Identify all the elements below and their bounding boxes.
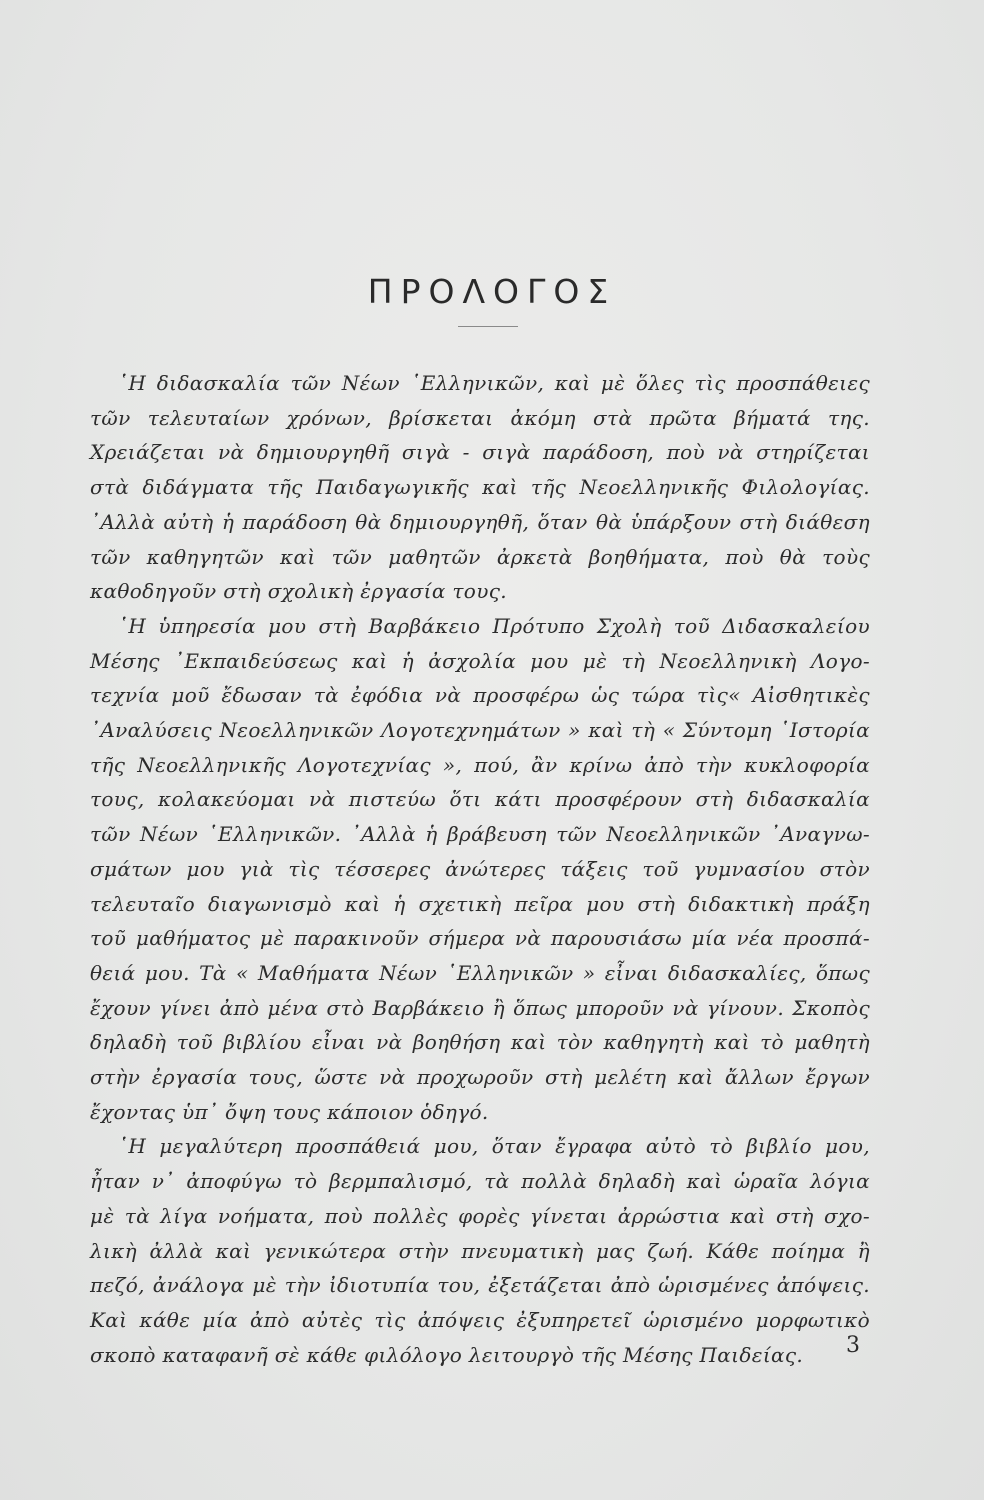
text-line: θειά μου. Τὰ « Μαθήματα Νέων ῾Ελληνικῶν » εἶναι διδασκαλίες, ὅπως <box>90 960 870 985</box>
text-line: τῶν Νέων ῾Ελληνικῶν. ᾿Αλλὰ ἡ βράβευση τῶν Νεοελληνικῶν ᾿Αναγνω- <box>90 822 870 847</box>
text-line: Μέσης ᾿Εκπαιδεύσεως καὶ ἡ ἀσχολία μου μὲ τὴ Νεοελληνικὴ Λογο- <box>90 648 870 673</box>
text-line: καθοδηγοῦν στὴ σχολικὴ ἐργασία τους. <box>90 579 507 604</box>
text-line: στὰ διδάγματα τῆς Παιδαγωγικῆς καὶ τῆς Νεοελληνικῆς Φιλολογίας. <box>90 475 870 500</box>
text-line: δηλαδὴ τοῦ βιβλίου εἶναι νὰ βοηθήση καὶ τὸν καθηγητὴ καὶ τὸ μαθητὴ <box>90 1030 870 1055</box>
text-line: τῶν καθηγητῶν καὶ τῶν μαθητῶν ἀρκετὰ βοηθήματα, ποὺ θὰ τοὺς <box>90 544 870 569</box>
text-line: τους, κολακεύομαι νὰ πιστεύω ὅτι κάτι προσφέρουν στὴ διδασκαλία <box>90 787 870 812</box>
text-line: Χρειάζεται νὰ δημιουργηθῆ σιγὰ - σιγὰ παράδοση, ποὺ νὰ στηρίζεται <box>90 440 870 465</box>
text-line: τοῦ μαθήματος μὲ παρακινοῦν σήμερα νὰ παρουσιάσω μία νέα προσπά- <box>90 926 870 951</box>
text-line: Καὶ κάθε μία ἀπὸ αὐτὲς τὶς ἀπόψεις ἐξυπηρετεῖ ὡρισμένο μορφωτικὸ <box>90 1307 870 1332</box>
text-line: ἔχοντας ὑπ᾿ ὄψη τους κάποιον ὁδηγό. <box>90 1099 489 1124</box>
text-line: λικὴ ἀλλὰ καὶ γενικώτερα στὴν πνευματικὴ μας ζωή. Κάθε ποίημα ἢ <box>90 1238 870 1263</box>
text-line: ῾Η διδασκαλία τῶν Νέων ῾Ελληνικῶν, καὶ μὲ ὅλες τὶς προσπάθειες <box>118 371 870 395</box>
text-line: τῶν τελευταίων χρόνων, βρίσκεται ἀκόμη στὰ πρῶτα βήματά της. <box>90 405 870 430</box>
text-line: σκοπὸ καταφανῆ σὲ κάθε φιλόλογο λειτουργὸ τῆς Μέσης Παιδείας. <box>90 1342 804 1367</box>
text-line: τελευταῖο διαγωνισμὸ καὶ ἡ σχετικὴ πεῖρα μου στὴ διδακτικὴ πράξη <box>90 891 870 916</box>
text-line: τῆς Νεοελληνικῆς Λογοτεχνίας », πού, ἂν κρίνω ἀπὸ τὴν κυκλοφορία <box>90 752 870 777</box>
title-rule <box>458 326 518 327</box>
page-number: 3 <box>846 1333 860 1358</box>
text-line: πεζό, ἀνάλογα μὲ τὴν ἰδιοτυπία του, ἐξετάζεται ἀπὸ ὡρισμένες ἀπόψεις. <box>90 1273 870 1298</box>
text-line: ῾Η ὑπηρεσία μου στὴ Βαρβάκειο Πρότυπο Σχολὴ τοῦ Διδασκαλείου <box>118 613 870 638</box>
body-text <box>90 366 870 1372</box>
page-title: ΠΡΟΛΟΓΟΣ <box>367 272 617 311</box>
text-line: ἦταν ν᾿ ἀποφύγω τὸ βερμπαλισμό, τὰ πολλὰ δηλαδὴ καὶ ὡραῖα λόγια <box>90 1169 870 1194</box>
text-line: ᾿Αναλύσεις Νεοελληνικῶν Λογοτεχνημάτων » καὶ τὴ « Σύντομη ῾Ιστορία <box>90 718 870 743</box>
text-line: ἔχουν γίνει ἀπὸ μένα στὸ Βαρβάκειο ἢ ὅπως μποροῦν νὰ γίνουν. Σκοπὸς <box>90 995 870 1020</box>
text-line: σμάτων μου γιὰ τὶς τέσσερες ἀνώτερες τάξεις τοῦ γυμνασίου στὸν <box>90 856 870 881</box>
text-line: ῾Η μεγαλύτερη προσπάθειά μου, ὅταν ἔγραφα αὐτὸ τὸ βιβλίο μου, <box>118 1134 870 1159</box>
text-line: μὲ τὰ λίγα νοήματα, ποὺ πολλὲς φορὲς γίνεται ἀρρώστια καὶ στὴ σχο- <box>90 1203 870 1228</box>
text-line: στὴν ἐργασία τους, ὥστε νὰ προχωροῦν στὴ μελέτη καὶ ἄλλων ἔργων <box>90 1065 870 1090</box>
text-line: ᾿Αλλὰ αὐτὴ ἡ παράδοση θὰ δημιουργηθῆ, ὅταν θὰ ὑπάρξουν στὴ διάθεση <box>90 509 870 534</box>
text-line: τεχνία μοῦ ἔδωσαν τὰ ἐφόδια νὰ προσφέρω ὡς τώρα τὶς« Αἰσθητικὲς <box>90 683 870 708</box>
